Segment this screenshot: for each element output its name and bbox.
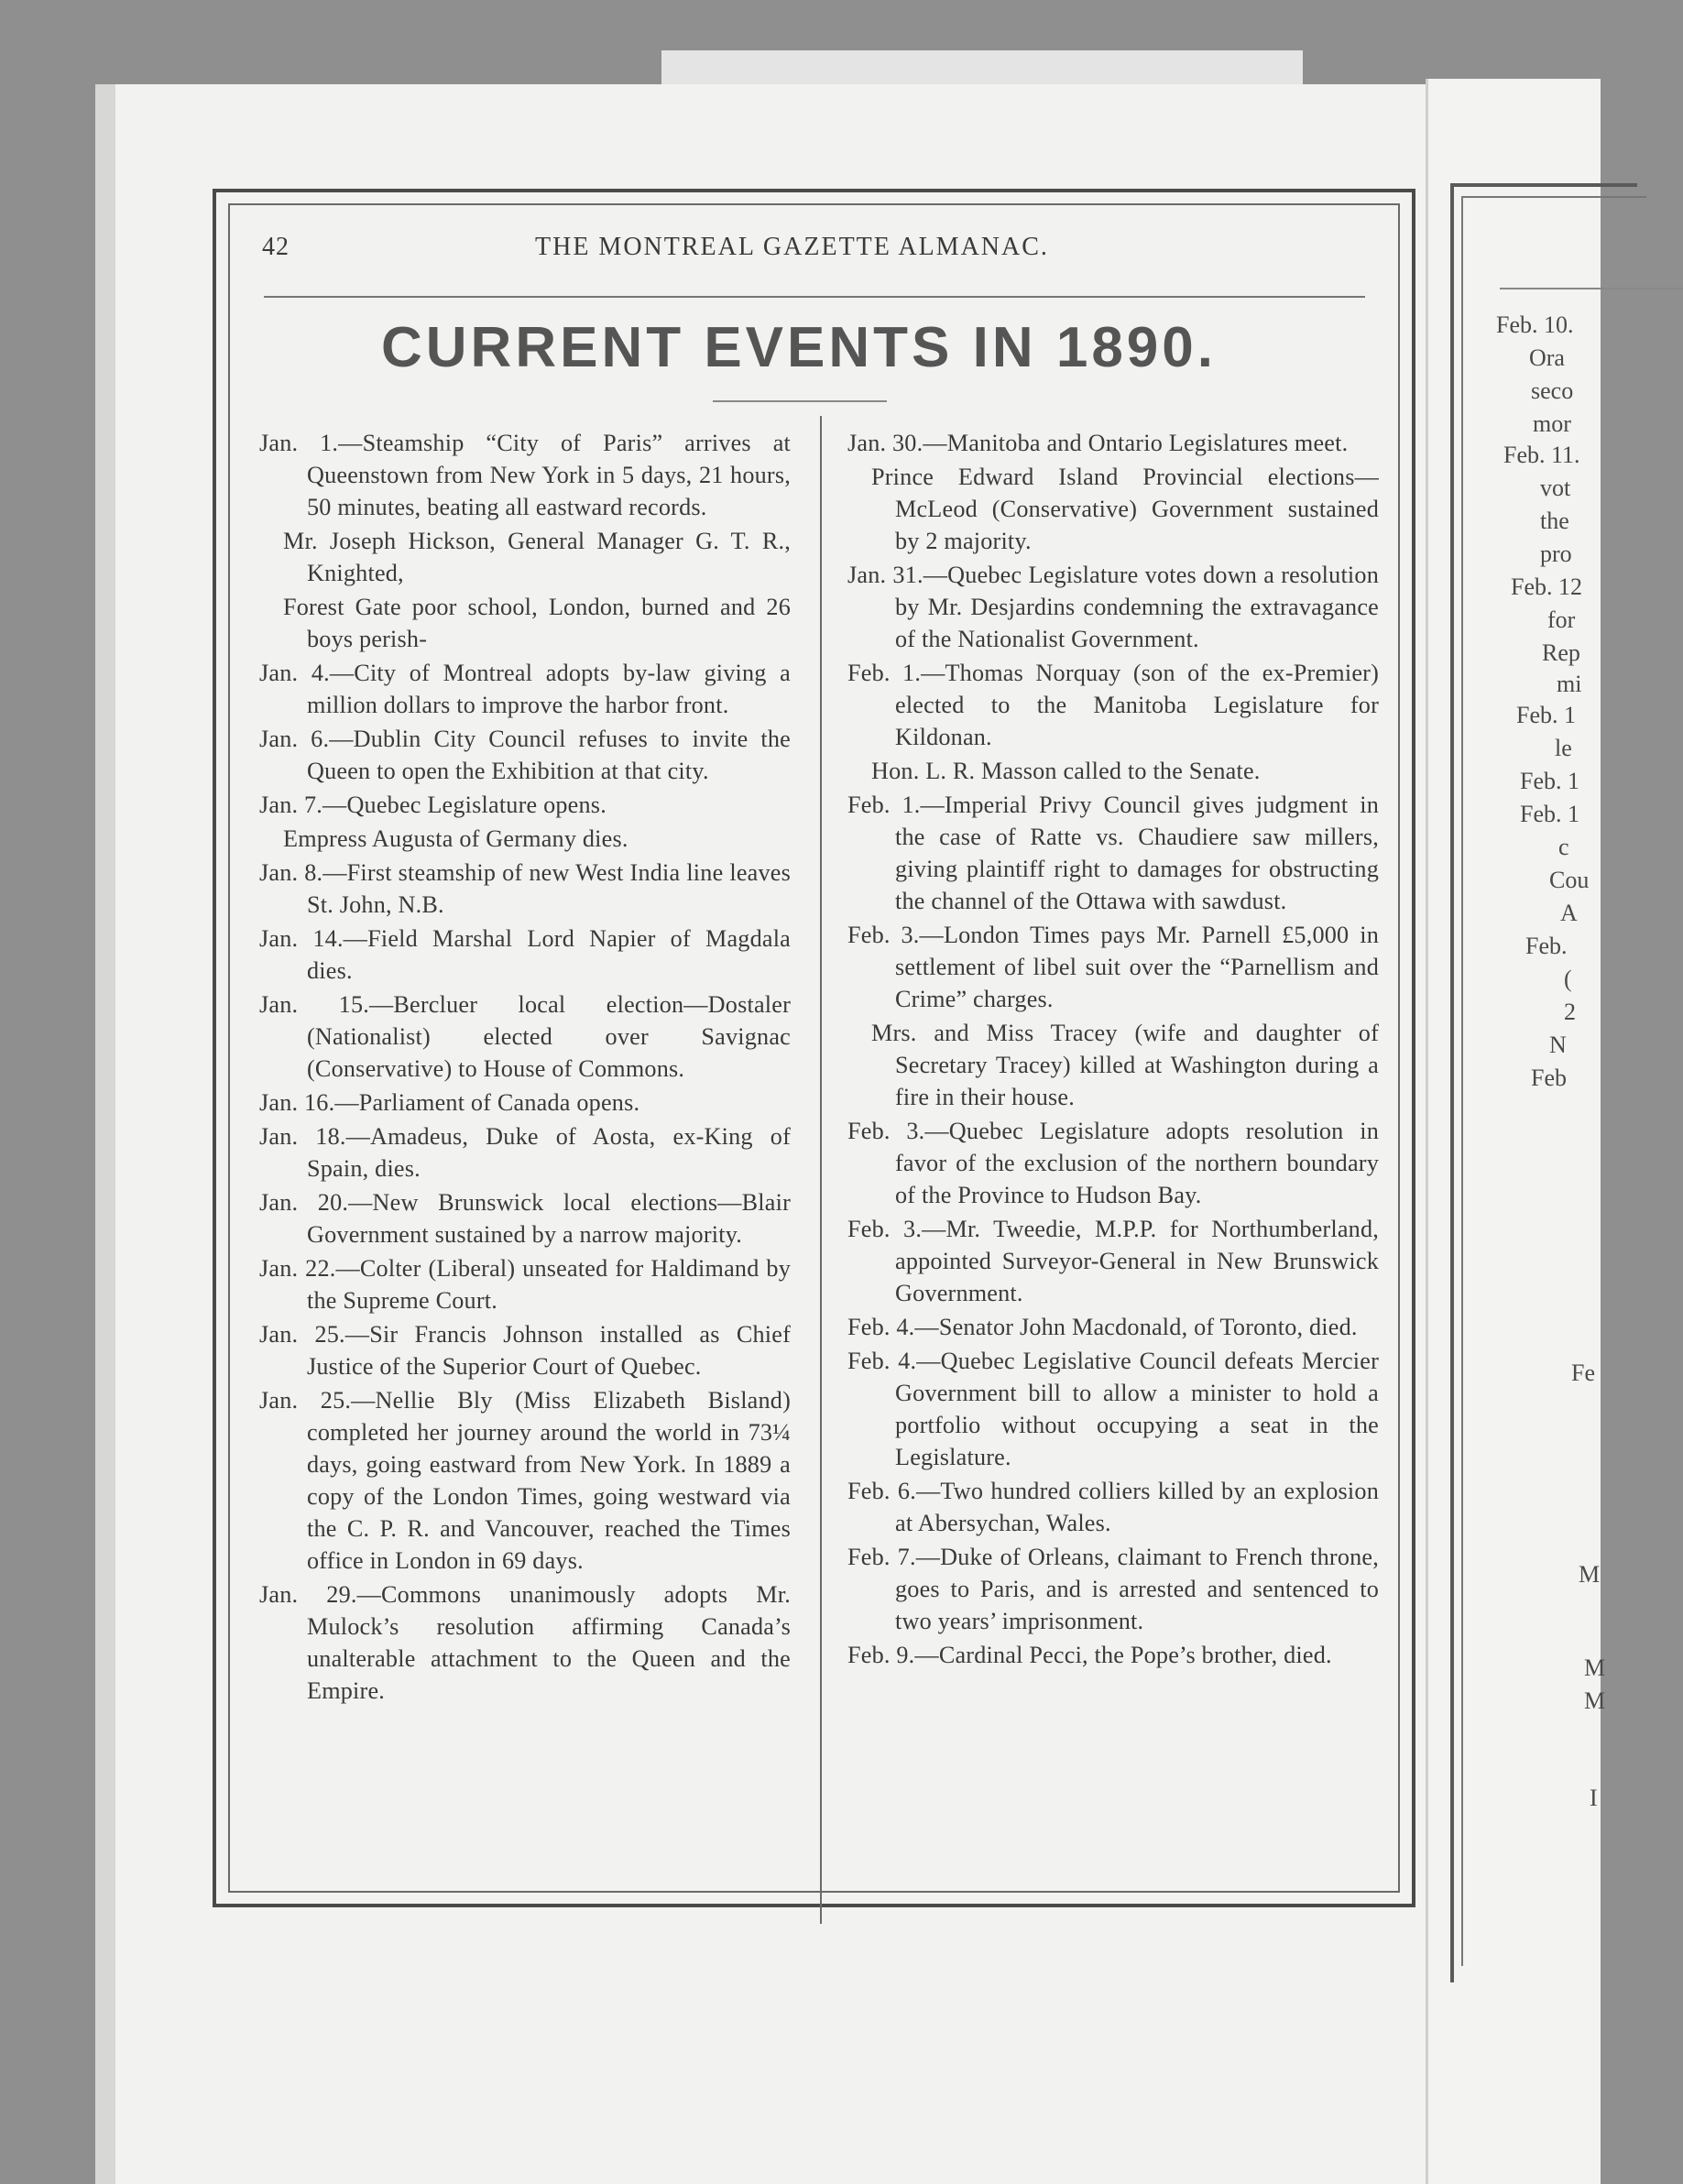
event-entry (259, 427, 791, 523)
adjacent-fragment: I (1590, 1785, 1598, 1811)
right-column (847, 427, 1379, 1673)
event-text: City of Montreal adopts by-law giving a million dollars to improve the harbor front. (307, 660, 791, 718)
event-date: Jan. 25.— (259, 1321, 370, 1348)
event-date: Jan. 29.— (259, 1581, 382, 1608)
event-entry (259, 1578, 791, 1707)
adjacent-fragment: M (1579, 1561, 1601, 1588)
page-binding-shadow (95, 84, 115, 2184)
event-date: Jan. 8.— (259, 859, 347, 886)
adjacent-fragment: Feb. 1 (1520, 768, 1579, 794)
event-entry (259, 723, 791, 787)
page-title: CURRENT EVENTS IN 1890. (381, 316, 1217, 379)
event-entry (847, 657, 1379, 753)
event-date: Feb. 9.— (847, 1642, 939, 1668)
event-date: Feb. 1.— (847, 792, 945, 818)
event-text: Quebec Legislature adopts resolution in favor of the exclusion of the northern boundary of the Province to Hudson Bay. (895, 1118, 1379, 1208)
adjacent-fragment: seco (1531, 377, 1574, 404)
event-date: Feb. 4.— (847, 1314, 939, 1340)
event-entry (847, 755, 1379, 787)
adjacent-fragment: Feb. 1 (1520, 801, 1579, 827)
event-entry (259, 988, 791, 1085)
event-text: Field Marshal Lord Napier of Magdala dies. (307, 925, 791, 984)
adjacent-fragment: 2 (1564, 999, 1576, 1025)
event-entry (259, 1318, 791, 1382)
event-entry (259, 789, 791, 821)
event-text: Two hundred colliers killed by an explosion at Abersychan, Wales. (895, 1478, 1379, 1536)
event-date: Jan. 14.— (259, 925, 368, 952)
event-date: Jan. 22.— (259, 1255, 360, 1282)
adjacent-fragment: Feb. 12 (1511, 573, 1582, 600)
event-entry (259, 823, 791, 855)
adjacent-fragment: the (1540, 508, 1569, 534)
running-head: THE MONTREAL GAZETTE ALMANAC. (535, 233, 1049, 261)
event-entry (847, 1475, 1379, 1539)
adjacent-fragment: Rep (1542, 639, 1580, 666)
event-text: Imperial Privy Council gives judgment in the case of Ratte vs. Chaudiere saw millers, giving plaintiff right to damages for obstructing the channel of the Ottawa with sawdust. (895, 792, 1379, 914)
event-date: Feb. 6.— (847, 1478, 941, 1504)
event-text: Quebec Legislative Council defeats Mercier Government bill to allow a minister to hold a portfolio without occupying a seat in the Legislature. (895, 1348, 1379, 1470)
event-text: Amadeus, Duke of Aosta, ex-King of Spain, dies. (307, 1123, 791, 1182)
event-entry (847, 1213, 1379, 1309)
event-text: Thomas Norquay (son of the ex-Premier) elected to the Manitoba Legislature for Kildonan. (895, 660, 1379, 750)
page-header (262, 233, 1367, 269)
adjacent-fragment: ( (1564, 966, 1572, 992)
event-text: Nellie Bly (Miss Elizabeth Bisland) completed her journey around the world in 73¼ days, going eastward from New York. In 1889 a copy of the London Times, going westward via the C. P. R. and Vancouver, reached the Times office in London in 69 days. (307, 1387, 792, 1574)
event-entry (259, 1087, 791, 1119)
event-date: Jan. 30.— (847, 430, 947, 456)
event-date: Jan. 25.— (259, 1387, 376, 1414)
event-text: Duke of Orleans, claimant to French throne, goes to Paris, and is arrested and sentenced to two years’ imprisonment. (895, 1544, 1379, 1634)
event-date: Feb. 1.— (847, 660, 945, 686)
event-text: Colter (Liberal) unseated for Haldimand by the Supreme Court. (307, 1255, 791, 1314)
adjacent-fragment: mor (1533, 410, 1571, 437)
event-text: Prince Edward Island Provincial elections—McLeod (Conservative) Government sustained by 2 majority. (871, 464, 1379, 554)
adjacent-fragment: Cou (1549, 867, 1590, 893)
event-date: Jan. 18.— (259, 1123, 371, 1150)
event-entry (259, 1120, 791, 1185)
event-date: Jan. 15.— (259, 991, 394, 1018)
event-text: Mr. Tweedie, M.P.P. for Northumberland, appointed Surveyor-General in New Brunswick Government. (895, 1216, 1379, 1306)
scan-background-strip (661, 50, 1303, 89)
event-text: Commons unanimously adopts Mr. Mulock’s resolution affirming Canada’s unalterable attachment to the Queen and the Empire. (307, 1581, 791, 1704)
event-entry (847, 1311, 1379, 1343)
adjacent-fragment: Feb. 1 (1516, 702, 1576, 728)
adjacent-fragment: mi (1557, 671, 1582, 697)
adjacent-fragment: Feb (1531, 1065, 1567, 1091)
event-text: Empress Augusta of Germany dies. (283, 825, 628, 852)
adjacent-fragment: Feb. 10. (1496, 311, 1574, 338)
event-text: Senator John Macdonald, of Toronto, died. (938, 1314, 1358, 1340)
event-text: London Times pays Mr. Parnell £5,000 in settlement of libel suit over the “Parnellism and Crime” charges. (895, 922, 1379, 1012)
event-date: Feb. 3.— (847, 922, 944, 948)
event-entry (847, 919, 1379, 1015)
event-entry (847, 1115, 1379, 1211)
event-date: Jan. 6.— (259, 726, 354, 752)
event-date: Jan. 4.— (259, 660, 355, 686)
event-text: First steamship of new West India line leaves St. John, N.B. (307, 859, 791, 918)
event-entry (259, 1252, 791, 1316)
header-rule (264, 296, 1365, 298)
adjacent-fragment: M (1584, 1654, 1606, 1681)
adjacent-fragment: le (1555, 735, 1572, 761)
event-entry (259, 923, 791, 987)
event-text: Mrs. and Miss Tracey (wife and daughter of Secretary Tracey) killed at Washington during a fire in their house. (871, 1020, 1379, 1110)
event-entry (259, 657, 791, 721)
event-entry (847, 461, 1379, 557)
adjacent-fragment: A (1560, 900, 1578, 926)
event-text: Dublin City Council refuses to invite the Queen to open the Exhibition at that city. (307, 726, 791, 784)
event-text: Bercluer local election—Dostaler (Nationalist) elected over Savignac (Conservative) to House of Commons. (307, 991, 791, 1082)
event-entry (847, 1017, 1379, 1113)
event-entry (259, 1186, 791, 1250)
event-date: Jan. 16.— (259, 1089, 359, 1116)
event-text: Quebec Legislature votes down a resolution by Mr. Desjardins condemning the extravagance of the Nationalist Government. (895, 562, 1379, 652)
adjacent-fragment: N (1549, 1032, 1567, 1058)
event-date: Feb. 3.— (847, 1118, 949, 1144)
event-text: Hon. L. R. Masson called to the Senate. (871, 758, 1261, 784)
event-entry (847, 1541, 1379, 1637)
event-date: Feb. 7.— (847, 1544, 941, 1570)
adjacent-fragment: Feb. (1525, 933, 1568, 959)
event-entry (847, 1345, 1379, 1473)
event-text: Mr. Joseph Hickson, General Manager G. T. R., Knighted, (283, 528, 791, 586)
adjacent-fragment: M (1584, 1687, 1606, 1714)
column-divider (820, 416, 822, 1924)
event-date: Jan. 7.— (259, 792, 347, 818)
event-date: Feb. 4.— (847, 1348, 941, 1374)
event-entry (259, 525, 791, 589)
adjacent-fragment: Ora (1529, 344, 1565, 371)
adjacent-fragment: Fe (1571, 1360, 1595, 1386)
event-entry (259, 857, 791, 921)
event-date: Feb. 3.— (847, 1216, 946, 1242)
adjacent-fragment: for (1547, 606, 1576, 633)
adjacent-fragment: Feb. 11. (1503, 442, 1580, 468)
event-text: Steamship “City of Paris” arrives at Queenstown from New York in 5 days, 21 hours, 50 minutes, beating all eastward records. (307, 430, 791, 520)
adjacent-page-edge (1426, 79, 1606, 2184)
event-entry (259, 591, 791, 655)
page-number: 42 (262, 233, 290, 261)
event-date: Jan. 31.— (847, 562, 948, 588)
event-entry (847, 427, 1379, 459)
event-date: Jan. 20.— (259, 1189, 373, 1216)
event-text: Cardinal Pecci, the Pope’s brother, died. (938, 1642, 1332, 1668)
event-text: Forest Gate poor school, London, burned and 26 boys perish- (283, 594, 791, 652)
adjacent-page-rule (1500, 288, 1683, 289)
event-entry (259, 1384, 791, 1577)
event-entry (847, 559, 1379, 655)
adjacent-fragment: vot (1540, 475, 1571, 501)
event-entry (847, 789, 1379, 917)
event-text: Manitoba and Ontario Legislatures meet. (946, 430, 1349, 456)
event-text: Quebec Legislature opens. (346, 792, 607, 818)
event-text: Sir Francis Johnson installed as Chief Justice of the Superior Court of Quebec. (307, 1321, 792, 1380)
left-column (259, 427, 791, 1709)
event-text: New Brunswick local elections—Blair Government sustained by a narrow majority. (307, 1189, 791, 1248)
adjacent-fragment: pro (1540, 541, 1572, 567)
title-rule (713, 400, 887, 402)
event-date: Jan. 1.— (259, 430, 363, 456)
adjacent-fragment: c (1558, 834, 1569, 860)
event-text: Parliament of Canada opens. (358, 1089, 640, 1116)
event-entry (847, 1639, 1379, 1671)
